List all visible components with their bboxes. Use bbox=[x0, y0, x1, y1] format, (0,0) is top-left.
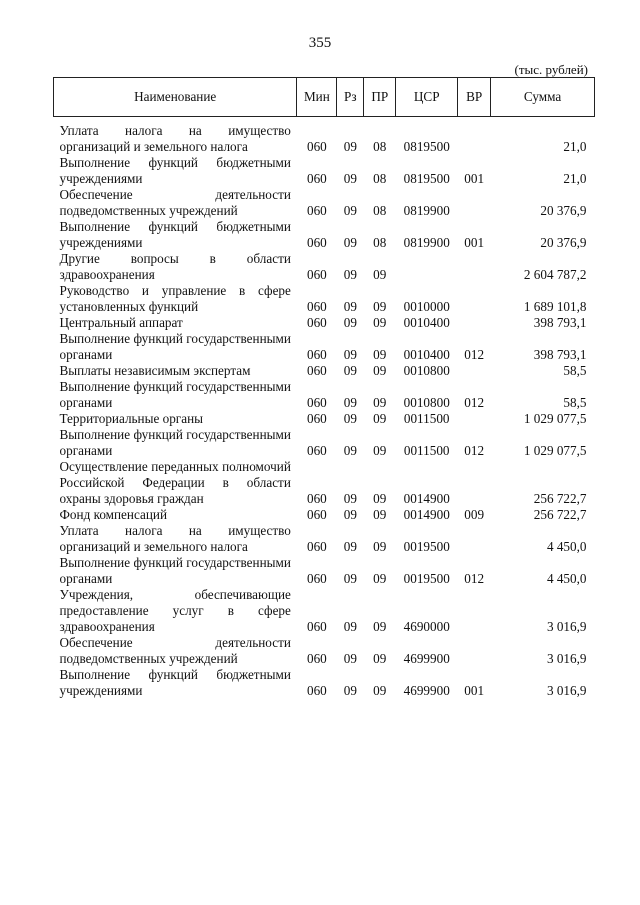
cell-name: Уплата налога на имущество организаций и земельного налога bbox=[59, 123, 291, 154]
cell-name: Фонд компенсаций bbox=[59, 507, 168, 522]
cell-min: 060 bbox=[306, 139, 327, 154]
cell-csr: 0010800 bbox=[403, 395, 450, 410]
cell-csr: 4699900 bbox=[403, 683, 450, 698]
cell-rz: 09 bbox=[343, 347, 357, 362]
cell-pr: 08 bbox=[373, 203, 387, 218]
cell-name: Выполнение функций бюджетными учреждениями bbox=[59, 219, 291, 250]
cell-sum: 21,0 bbox=[563, 139, 587, 154]
cell-name: Выполнение функций государственными органами bbox=[59, 331, 291, 362]
cell-name: Выполнение функций государственными органами bbox=[59, 427, 291, 458]
table-row bbox=[54, 219, 595, 251]
cell-min: 060 bbox=[306, 411, 327, 426]
cell-sum: 58,5 bbox=[563, 395, 587, 410]
cell-min: 060 bbox=[306, 651, 327, 666]
cell-csr: 0014900 bbox=[403, 491, 450, 506]
cell-vr bbox=[458, 523, 491, 555]
cell-csr: 0010400 bbox=[403, 315, 450, 330]
cell-vr: 012 bbox=[464, 347, 485, 362]
cell-sum: 3 016,9 bbox=[546, 619, 587, 634]
table-row bbox=[54, 411, 595, 427]
cell-name: Выплаты независимым экспертам bbox=[59, 363, 251, 378]
cell-csr: 0819900 bbox=[403, 235, 450, 250]
cell-vr bbox=[458, 187, 491, 219]
cell-vr bbox=[458, 363, 491, 379]
cell-min: 060 bbox=[306, 619, 327, 634]
cell-pr: 08 bbox=[373, 171, 387, 186]
table-row bbox=[54, 187, 595, 219]
table-row bbox=[54, 117, 595, 156]
cell-min: 060 bbox=[306, 363, 327, 378]
cell-rz: 09 bbox=[343, 443, 357, 458]
table-row bbox=[54, 331, 595, 363]
cell-min: 060 bbox=[306, 395, 327, 410]
cell-vr bbox=[458, 283, 491, 315]
cell-sum: 398 793,1 bbox=[533, 315, 587, 330]
table-row bbox=[54, 379, 595, 411]
table-row bbox=[54, 427, 595, 459]
cell-csr: 0010000 bbox=[403, 299, 450, 314]
cell-vr: 012 bbox=[464, 443, 485, 458]
cell-csr: 4690000 bbox=[403, 619, 450, 634]
cell-min: 060 bbox=[306, 539, 327, 554]
cell-sum: 58,5 bbox=[563, 363, 587, 378]
cell-sum: 4 450,0 bbox=[546, 571, 587, 586]
budget-table bbox=[53, 77, 595, 699]
cell-sum: 1 029 077,5 bbox=[523, 411, 587, 426]
cell-sum: 256 722,7 bbox=[533, 507, 587, 522]
cell-rz: 09 bbox=[343, 619, 357, 634]
cell-pr: 09 bbox=[373, 267, 387, 282]
table-row bbox=[54, 315, 595, 331]
cell-rz: 09 bbox=[343, 507, 357, 522]
cell-vr: 009 bbox=[464, 507, 485, 522]
cell-sum: 4 450,0 bbox=[546, 539, 587, 554]
table-row bbox=[54, 459, 595, 507]
cell-csr: 0019500 bbox=[403, 539, 450, 554]
cell-vr bbox=[458, 315, 491, 331]
cell-name: Уплата налога на имущество организаций и земельного налога bbox=[59, 523, 291, 554]
cell-pr: 09 bbox=[373, 443, 387, 458]
cell-name: Осуществление переданных полномочий Российской Федерации в области охраны здоровья граждан bbox=[59, 459, 291, 506]
cell-min: 060 bbox=[306, 299, 327, 314]
cell-rz: 09 bbox=[343, 651, 357, 666]
cell-vr: 012 bbox=[464, 395, 485, 410]
cell-min: 060 bbox=[306, 491, 327, 506]
cell-pr: 09 bbox=[373, 683, 387, 698]
table-row bbox=[54, 667, 595, 699]
cell-csr: 0819500 bbox=[403, 171, 450, 186]
cell-pr: 09 bbox=[373, 299, 387, 314]
cell-name: Руководство и управление в сфере установленных функций bbox=[59, 283, 291, 314]
cell-name: Другие вопросы в области здравоохранения bbox=[59, 251, 291, 282]
cell-rz: 09 bbox=[343, 683, 357, 698]
header-vr: ВР bbox=[458, 78, 491, 117]
cell-pr: 09 bbox=[373, 347, 387, 362]
units-label: (тыс. рублей) bbox=[514, 62, 588, 77]
cell-name: Учреждения, обеспечивающие предоставление услуг в сфере здравоохранения bbox=[59, 587, 291, 634]
cell-pr: 09 bbox=[373, 619, 387, 634]
header-name: Наименование bbox=[54, 78, 297, 117]
cell-name: Выполнение функций государственными органами bbox=[59, 555, 291, 586]
cell-min: 060 bbox=[306, 683, 327, 698]
cell-csr: 0011500 bbox=[403, 443, 450, 458]
cell-csr: 0819500 bbox=[403, 139, 450, 154]
cell-vr bbox=[458, 635, 491, 667]
cell-pr: 09 bbox=[373, 539, 387, 554]
table-row bbox=[54, 363, 595, 379]
cell-rz: 09 bbox=[343, 571, 357, 586]
cell-vr bbox=[458, 411, 491, 427]
table-row bbox=[54, 555, 595, 587]
cell-csr: 0019500 bbox=[403, 571, 450, 586]
cell-rz: 09 bbox=[343, 491, 357, 506]
cell-sum: 3 016,9 bbox=[546, 683, 587, 698]
table-row bbox=[54, 507, 595, 523]
cell-min: 060 bbox=[306, 267, 327, 282]
header-row bbox=[54, 78, 595, 117]
table-row bbox=[54, 635, 595, 667]
cell-sum: 2 604 787,2 bbox=[523, 267, 587, 282]
cell-rz: 09 bbox=[343, 363, 357, 378]
table-body bbox=[54, 117, 595, 700]
cell-name: Выполнение функций государственными органами bbox=[59, 379, 291, 410]
cell-csr: 0010400 bbox=[403, 347, 450, 362]
cell-sum: 256 722,7 bbox=[533, 491, 587, 506]
cell-name: Выполнение функций бюджетными учреждениями bbox=[59, 155, 291, 186]
cell-pr: 09 bbox=[373, 363, 387, 378]
cell-min: 060 bbox=[306, 571, 327, 586]
cell-rz: 09 bbox=[343, 315, 357, 330]
cell-name: Обеспечение деятельности подведомственных учреждений bbox=[59, 635, 291, 666]
cell-rz: 09 bbox=[343, 171, 357, 186]
header-rz: Рз bbox=[337, 78, 364, 117]
cell-rz: 09 bbox=[343, 395, 357, 410]
cell-csr: 0011500 bbox=[403, 411, 450, 426]
cell-pr: 09 bbox=[373, 651, 387, 666]
table-row bbox=[54, 155, 595, 187]
cell-pr: 09 bbox=[373, 315, 387, 330]
table-row bbox=[54, 587, 595, 635]
header-csr: ЦСР bbox=[396, 78, 458, 117]
cell-sum: 1 029 077,5 bbox=[523, 443, 587, 458]
cell-min: 060 bbox=[306, 203, 327, 218]
cell-vr: 001 bbox=[464, 235, 485, 250]
cell-vr bbox=[458, 251, 491, 283]
cell-min: 060 bbox=[306, 443, 327, 458]
cell-rz: 09 bbox=[343, 203, 357, 218]
cell-rz: 09 bbox=[343, 411, 357, 426]
table-row bbox=[54, 283, 595, 315]
cell-pr: 08 bbox=[373, 235, 387, 250]
cell-name: Территориальные органы bbox=[59, 411, 203, 426]
cell-vr: 001 bbox=[464, 171, 485, 186]
header-pr: ПР bbox=[364, 78, 396, 117]
cell-name: Выполнение функций бюджетными учреждениями bbox=[59, 667, 291, 698]
cell-min: 060 bbox=[306, 507, 327, 522]
cell-rz: 09 bbox=[343, 139, 357, 154]
cell-sum: 398 793,1 bbox=[533, 347, 587, 362]
cell-csr: 0014900 bbox=[403, 507, 450, 522]
cell-vr: 001 bbox=[464, 683, 485, 698]
cell-name: Обеспечение деятельности подведомственных учреждений bbox=[59, 187, 291, 218]
cell-vr: 012 bbox=[464, 571, 485, 586]
cell-pr: 09 bbox=[373, 491, 387, 506]
cell-csr: 0819900 bbox=[403, 203, 450, 218]
cell-name: Центральный аппарат bbox=[59, 315, 183, 330]
page-number: 355 bbox=[308, 35, 332, 51]
cell-rz: 09 bbox=[343, 267, 357, 282]
cell-csr bbox=[396, 251, 458, 283]
cell-rz: 09 bbox=[343, 299, 357, 314]
cell-min: 060 bbox=[306, 235, 327, 250]
cell-pr: 09 bbox=[373, 411, 387, 426]
cell-sum: 1 689 101,8 bbox=[523, 299, 587, 314]
cell-sum: 3 016,9 bbox=[546, 651, 587, 666]
cell-min: 060 bbox=[306, 347, 327, 362]
cell-vr bbox=[458, 459, 491, 507]
cell-sum: 20 376,9 bbox=[540, 203, 587, 218]
header-min: Мин bbox=[297, 78, 337, 117]
cell-sum: 20 376,9 bbox=[540, 235, 587, 250]
cell-pr: 08 bbox=[373, 139, 387, 154]
cell-vr bbox=[458, 117, 491, 156]
cell-rz: 09 bbox=[343, 235, 357, 250]
cell-vr bbox=[458, 587, 491, 635]
cell-rz: 09 bbox=[343, 539, 357, 554]
cell-csr: 0010800 bbox=[403, 363, 450, 378]
cell-pr: 09 bbox=[373, 507, 387, 522]
table-row bbox=[54, 251, 595, 283]
cell-min: 060 bbox=[306, 315, 327, 330]
header-sum: Сумма bbox=[491, 78, 595, 117]
cell-min: 060 bbox=[306, 171, 327, 186]
cell-csr: 4699900 bbox=[403, 651, 450, 666]
table-row bbox=[54, 523, 595, 555]
cell-pr: 09 bbox=[373, 571, 387, 586]
cell-pr: 09 bbox=[373, 395, 387, 410]
cell-sum: 21,0 bbox=[563, 171, 587, 186]
